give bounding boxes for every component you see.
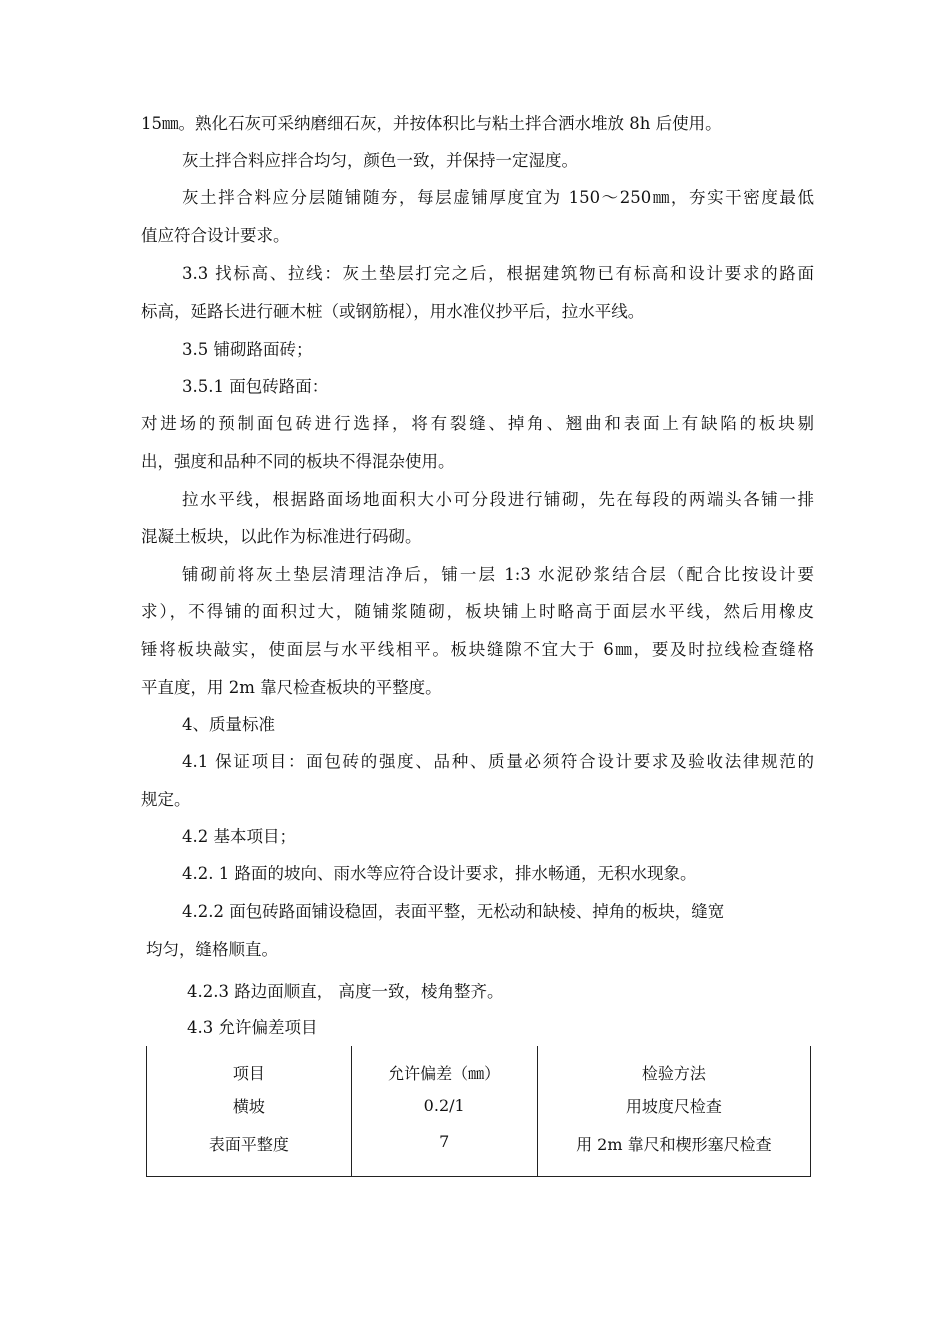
section-heading: 4.2 基本项目； — [182, 827, 296, 846]
allowed-deviation-table — [146, 1046, 811, 1177]
paragraph-line: 灰土拌合料应分层随铺随夯，每层虚铺厚度宜为 150～250㎜，夯实干密度最低 — [182, 188, 814, 207]
paragraph-line: 15㎜。熟化石灰可采纳磨细石灰，并按体积比与粘土拌合洒水堆放 8h 后使用。 — [141, 114, 722, 133]
table-cell: 用 2m 靠尺和楔形塞尺检查 — [537, 1126, 810, 1177]
table-cell: 横坡 — [147, 1084, 352, 1126]
table-header-cell: 项目 — [147, 1046, 352, 1084]
table-cell: 表面平整度 — [147, 1126, 352, 1177]
section-heading: 4.3 允许偏差项目 — [187, 1018, 318, 1037]
section-heading: 3.5.1 面包砖路面： — [182, 377, 329, 396]
paragraph-line: 灰土拌合料应拌合均匀，颜色一致，并保持一定湿度。 — [182, 151, 578, 170]
paragraph-line: 出，强度和品种不同的板块不得混杂使用。 — [141, 452, 455, 471]
paragraph-line: 锤将板块敲实，使面层与水平线相平。板块缝隙不宜大于 6㎜，要及时拉线检查缝格 — [141, 640, 814, 659]
paragraph-line: 4.1 保证项目：面包砖的强度、品种、质量必须符合设计要求及验收法律规范的 — [182, 752, 814, 771]
paragraph-line: 标高，延路长进行砸木桩（或钢筋棍），用水准仪抄平后，拉水平线。 — [141, 302, 645, 321]
paragraph-line: 规定。 — [141, 790, 191, 809]
table-header-cell: 检验方法 — [537, 1046, 810, 1084]
section-heading: 4、质量标准 — [182, 715, 275, 734]
section-heading: 3.5 铺砌路面砖； — [182, 340, 313, 359]
paragraph-line: 4.2.2 面包砖路面铺设稳固，表面平整，无松动和缺棱、掉角的板块，缝宽 — [182, 902, 725, 921]
paragraph-line: 混凝土板块，以此作为标准进行码砌。 — [141, 527, 422, 546]
table-row — [147, 1084, 811, 1126]
paragraph-line: 拉水平线，根据路面场地面积大小可分段进行铺砌，先在每段的两端头各铺一排 — [182, 490, 814, 509]
paragraph-line: 求），不得铺的面积过大，随铺浆随砌，板块铺上时略高于面层水平线，然后用橡皮 — [141, 602, 814, 621]
paragraph-line: 值应符合设计要求。 — [141, 226, 290, 245]
paragraph-line: 铺砌前将灰土垫层清理洁净后，铺一层 1:3 水泥砂浆结合层（配合比按设计要 — [182, 565, 814, 584]
table-header-cell: 允许偏差（㎜） — [351, 1046, 537, 1084]
table-header-row — [147, 1046, 811, 1084]
paragraph-line: 均匀，缝格顺直。 — [146, 940, 278, 959]
paragraph-line: 平直度，用 2m 靠尺检查板块的平整度。 — [141, 678, 442, 697]
table-row — [147, 1126, 811, 1177]
paragraph-line: 3.3 找标高、拉线：灰土垫层打完之后，根据建筑物已有标高和设计要求的路面 — [182, 264, 814, 283]
paragraph-line: 对进场的预制面包砖进行选择，将有裂缝、掉角、翘曲和表面上有缺陷的板块剔 — [141, 414, 814, 433]
paragraph-line: 4.2.3 路边面顺直， 高度一致，棱角整齐。 — [187, 982, 504, 1001]
table-cell: 0.2/1 — [351, 1084, 537, 1126]
table-cell: 用坡度尺检查 — [537, 1084, 810, 1126]
table-cell: 7 — [351, 1126, 537, 1177]
paragraph-line: 4.2. 1 路面的坡向、雨水等应符合设计要求，排水畅通，无积水现象。 — [182, 864, 697, 883]
